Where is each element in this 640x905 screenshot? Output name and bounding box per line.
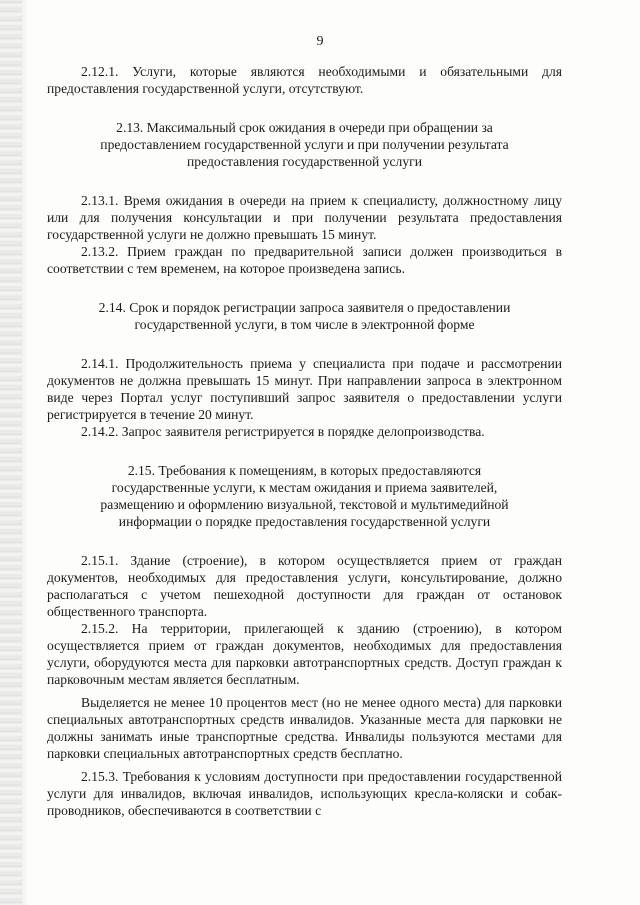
section-heading-2-14: 2.14. Срок и порядок регистрации запроса заявителя о предоставлении государственной услуги, в том числе в электронной форме <box>98 300 511 332</box>
paragraph-2-15-1: 2.15.1. Здание (строение), в котором осуществляется прием от граждан документов, необходимых для предоставления услуги, консультирование, должно располагаться с учетом пешеходной доступности для граждан от остановок общественного транспорта. <box>47 553 562 619</box>
paragraph-2-13-2: 2.13.2. Прием граждан по предварительной записи должен производиться в соответствии с тем временем, на которое произведена запись. <box>47 244 562 276</box>
paragraph-2-13-1: 2.13.1. Время ожидания в очереди на прием к специалисту, должностному лицу или для получения консультации и при получении результата предоставления государственной услуги не должно превышать 15 минут. <box>47 193 562 242</box>
paragraph-2-12-1: 2.12.1. Услуги, которые являются необходимыми и обязательными для предоставления государственной услуги, отсутствуют. <box>47 64 562 96</box>
section-heading-2-15: 2.15. Требования к помещениям, в которых предоставляются государственные услуги, к местам ожидания и приема заявителей, размещению и оформлению визуальной, текстовой и мультимедийной информации о порядке предоставления государственной услуги <box>100 463 509 529</box>
paragraph-2-14-2: 2.14.2. Запрос заявителя регистрируется в порядке делопроизводства. <box>81 424 485 439</box>
paragraph-parking-disabled: Выделяется не менее 10 процентов мест (но не менее одного места) для парковки специальных автотранспортных средств инвалидов. Указанные места для парковки не должны занимать иные транспортные средства. Инвалиды пользуются местами для парковки специальных автотранспортных средств бесплатно. <box>47 695 562 761</box>
document-body <box>47 63 562 819</box>
paragraph-2-14-1: 2.14.1. Продолжительность приема у специалиста при подаче и рассмотрении документов не должна превышать 15 минут. При направлении запроса в электронном виде через Портал услуг поступивший запрос заявителя о предоставлении услуги регистрируется в течение 20 минут. <box>47 356 562 422</box>
section-heading-2-13: 2.13. Максимальный срок ожидания в очереди при обращении за предоставлением государственной услуги и при получении результата предоставления государственной услуги <box>100 120 509 169</box>
paragraph-2-15-3: 2.15.3. Требования к условиям доступности при предоставлении государственной услуги для инвалидов, включая инвалидов, использующих кресла-коляски и собак-проводников, обеспечиваются в соответствии с <box>47 769 562 818</box>
scan-edge-shadow <box>0 0 22 905</box>
page-number: 9 <box>316 34 324 49</box>
paragraph-2-15-2: 2.15.2. На территории, прилегающей к зданию (строению), в котором осуществляется прием от граждан документов, необходимых для предоставления услуги, оборудуются места для парковки автотранспортных средств. Доступ граждан к парковочным местам является бесплатным. <box>47 621 562 687</box>
scan-edge-fade <box>22 0 28 905</box>
